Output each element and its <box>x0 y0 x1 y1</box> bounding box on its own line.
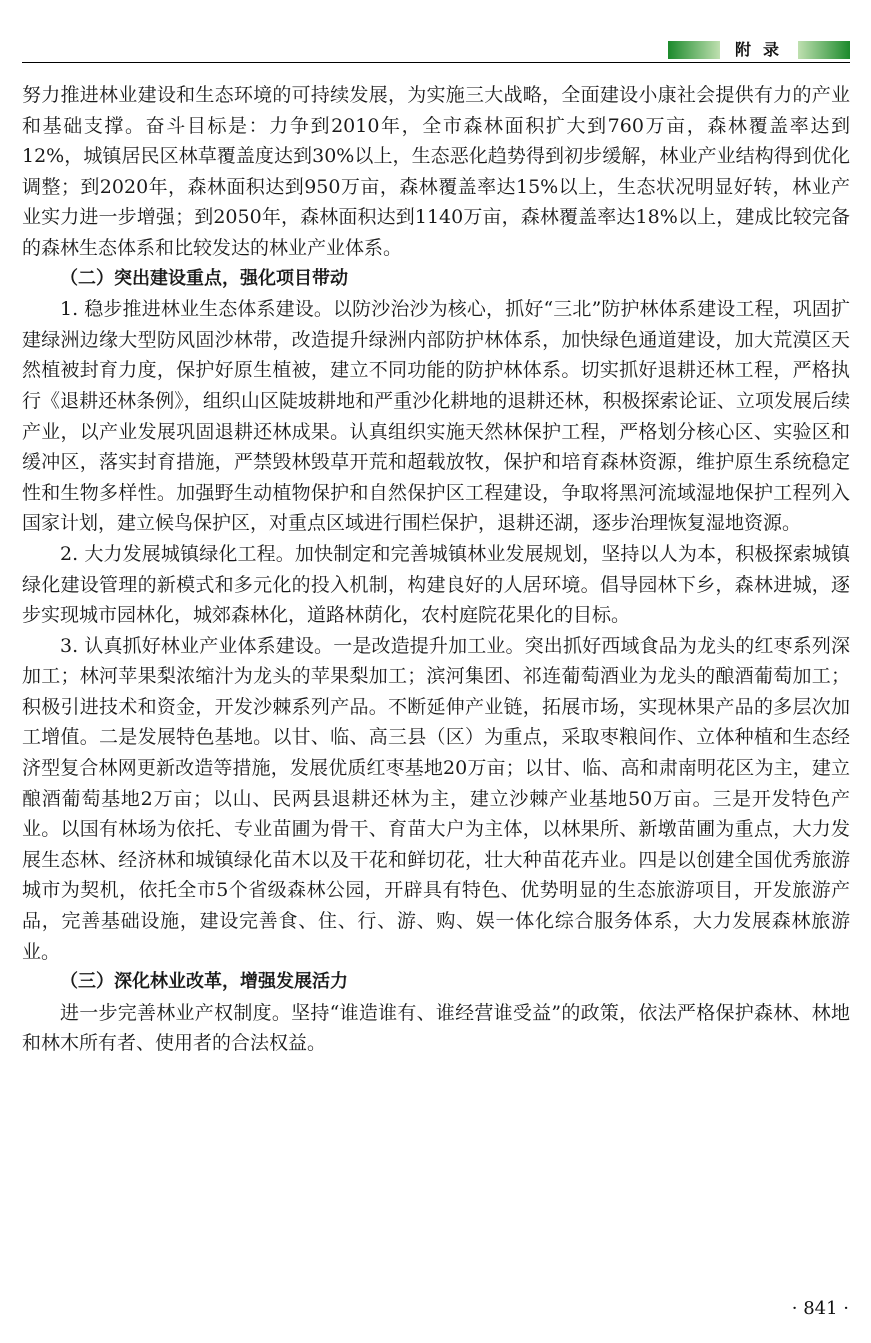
paragraph-industry: 3. 认真抓好林业产业体系建设。一是改造提升加工业。突出抓好西域食品为龙头的红枣系列深加工；林河苹果梨浓缩汁为龙头的苹果梨加工；滨河集团、祁连葡萄酒业为龙头的酿酒葡萄加工；积极引进技术和资金，开发沙棘系列产品。不断延伸产业链，拓展市场，实现林果产品的多层次加工增值。二是发展特色基地。以甘、临、高三县（区）为重点，采取枣粮间作、立体种植和生态经济型复合林网更新改造等措施，发展优质红枣基地20万亩；以甘、临、高和肃南明花区为主，建立酿酒葡萄基地2万亩；以山、民两县退耕还林为主，建立沙棘产业基地50万亩。三是开发特色产业。以国有林场为依托、专业苗圃为骨干、育苗大户为主体，以林果所、新墩苗圃为重点，大力发展生态林、经济林和城镇绿化苗木以及干花和鲜切花，壮大种苗花卉业。四是以创建全国优秀旅游城市为契机，依托全市5个省级森林公园，开辟具有特色、优势明显的生态旅游项目，开发旅游产品，完善基础设施，建设完善食、住、行、游、购、娱一体化综合服务体系，大力发展森林旅游业。 <box>22 634 850 963</box>
paragraph-ecology: 1. 稳步推进林业生态体系建设。以防沙治沙为核心，抓好“三北”防护林体系建设工程，巩固扩建绿洲边缘大型防风固沙林带，改造提升绿洲内部防护林体系，加快绿色通道建设，加大荒漠区天然植被封育力度，保护好原生植被，建立不同功能的防护林体系。切实抓好退耕还林工程，严格执行《退耕还林条例》，组织山区陡坡耕地和严重沙化耕地的退耕还林，积极探索论证、立项发展后续产业，以产业发展巩固退耕还林成果。认真组织实施天然林保护工程，严格划分核心区、实验区和缓冲区，落实封育措施，严禁毁林毁草开荒和超载放牧，保护和培育森林资源，维护原生系统稳定性和生物多样性。加强野生动植物保护和自然保护区工程建设，争取将黑河流域湿地保护工程列入国家计划，建立候鸟保护区，对重点区域进行围栏保护，退耕还湖，逐步治理恢复湿地资源。 <box>22 298 850 535</box>
header-decoration-right <box>798 41 850 59</box>
page-body <box>22 80 850 1059</box>
paragraph-urban-greening: 2. 大力发展城镇绿化工程。加快制定和完善城镇林业发展规划，坚持以人为本，积极探索城镇绿化建设管理的新模式和多元化的投入机制，构建良好的人居环境。倡导园林下乡，森林进城，逐步实现城市园林化，城郊森林化，道路林荫化，农村庭院花果化的目标。 <box>22 542 850 627</box>
header-decoration-left <box>668 41 720 59</box>
section-heading-3: （三）深化林业改革，增强发展活力 <box>60 971 348 993</box>
running-header <box>668 41 850 59</box>
header-rule <box>22 62 850 63</box>
paragraph-reform: 进一步完善林业产权制度。坚持“谁造谁有、谁经营谁受益”的政策，依法严格保护森林、林地和林木所有者、使用者的合法权益。 <box>22 1001 850 1055</box>
paragraph-goals: 努力推进林业建设和生态环境的可持续发展，为实施三大战略，全面建设小康社会提供有力的产业和基础支撑。奋斗目标是：力争到2010年，全市森林面积扩大到760万亩，森林覆盖率达到12%，城镇居民区林草覆盖度达到30%以上，生态恶化趋势得到初步缓解，林业产业结构得到优化调整；到2020年，森林面积达到950万亩，森林覆盖率达15%以上，生态状况明显好转，林业产业实力进一步增强；到2050年，森林面积达到1140万亩，森林覆盖率达18%以上，建成比较完备的森林生态体系和比较发达的林业产业体系。 <box>22 84 850 259</box>
page-number: · 841 · <box>791 1298 849 1319</box>
section-heading-2: （二）突出建设重点，强化项目带动 <box>60 267 348 289</box>
header-section-label: 附录 <box>734 40 791 59</box>
